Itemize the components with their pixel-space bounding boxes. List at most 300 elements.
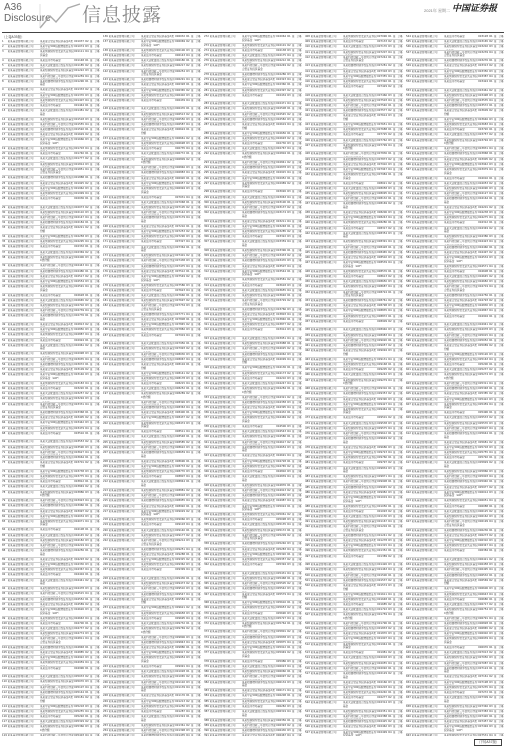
product-type: 公募 xyxy=(94,338,100,342)
row-number: 461 xyxy=(305,344,310,347)
product-type: 公募 xyxy=(195,304,201,308)
row-number: 313 xyxy=(204,278,209,282)
product-type: 公募 xyxy=(397,368,403,372)
risk-level: R3 xyxy=(85,725,89,729)
risk-level: R3 xyxy=(388,539,392,543)
product-code: 008104 xyxy=(175,362,186,366)
product-type: 公募 xyxy=(498,309,504,313)
row-number: 224 xyxy=(103,552,108,556)
status: 是 xyxy=(493,421,497,425)
row-number: 344 xyxy=(204,459,209,463)
risk-level: R3 xyxy=(388,211,392,215)
product-name: 某某科技创新三年封闭运作混 xyxy=(342,621,377,625)
risk-level: R3 xyxy=(186,587,190,591)
fund-manager: 某某基金管理有限公司 xyxy=(108,83,135,87)
product-code: 003479 xyxy=(74,426,85,430)
product-code: 004284 xyxy=(276,387,287,391)
row-number: 201 xyxy=(103,416,108,420)
product-type: 公募 xyxy=(195,93,201,97)
fund-manager: 某某基金管理有限公司 xyxy=(310,402,337,406)
row-number: 446 xyxy=(305,255,310,259)
product-type: 公募 xyxy=(397,274,403,278)
status: 是 xyxy=(493,285,497,289)
product-code: 008280 xyxy=(377,221,388,225)
product-code: 008539 xyxy=(377,261,388,265)
product-type: 公募 xyxy=(296,240,302,244)
product-type: 公募 xyxy=(296,357,302,361)
status: 是 xyxy=(89,103,93,107)
row-number: 619 xyxy=(406,475,411,479)
row-number: 428 xyxy=(305,152,310,156)
product-code: 008169 xyxy=(377,202,388,206)
row-number: 250 xyxy=(103,704,108,708)
risk-level: R4 xyxy=(489,98,493,102)
product-name: 某某货币市场基金 xyxy=(342,696,364,700)
status: 是 xyxy=(89,426,93,430)
row-number: 198 xyxy=(103,400,108,404)
product-code: 005616 xyxy=(276,601,287,605)
product-code: 006883 xyxy=(175,171,186,175)
status: 是 xyxy=(493,74,497,78)
product-code: 009177 xyxy=(175,533,186,537)
product-name: 某某灵活配置混合型证券投资 xyxy=(342,373,377,377)
product-name: 某某中证500指数增强型证券 xyxy=(241,411,276,415)
product-code: 002092 xyxy=(377,666,388,670)
product-type: 公募 xyxy=(195,269,201,273)
product-type: 公募 xyxy=(498,186,504,190)
risk-level: R4 xyxy=(186,734,190,736)
risk-level: R4 xyxy=(186,216,190,220)
fund-manager: 某某基金管理有限公司 xyxy=(108,362,135,366)
status: 是 xyxy=(291,675,295,679)
status: 是 xyxy=(392,416,396,420)
row-number: 462 xyxy=(305,349,310,353)
status: 是 xyxy=(392,549,396,553)
row-number: 53 xyxy=(2,343,6,347)
fund-manager: 某某基金管理有限公司 xyxy=(310,45,337,49)
status: 是 xyxy=(89,568,93,572)
status: 是 xyxy=(291,171,295,175)
risk-level: R2 xyxy=(186,488,190,492)
risk-level: R4 xyxy=(85,426,89,430)
product-type: 公募 xyxy=(94,298,100,302)
fund-manager: 某某基金管理有限公司 xyxy=(411,221,438,225)
fund-manager: 某某基金管理有限公司 xyxy=(310,290,337,294)
risk-level: R2 xyxy=(287,323,291,327)
risk-level: R2 xyxy=(287,181,291,185)
fund-manager: 某某基金管理有限公司 xyxy=(310,98,337,102)
table-row xyxy=(406,373,504,382)
product-type: 公募 xyxy=(195,621,201,625)
product-code: 001056 xyxy=(377,504,388,508)
product-code: 006143 xyxy=(175,53,186,57)
fund-manager: 某某基金管理有限公司 xyxy=(7,74,34,78)
product-type: 公募 xyxy=(498,344,504,347)
table-row xyxy=(2,696,100,705)
risk-level: R3 xyxy=(85,69,89,73)
product-code: 008650 xyxy=(377,280,388,284)
row-number: 328 xyxy=(204,366,209,370)
table-row xyxy=(406,80,504,89)
product-name: 某某稳健增利债券型证券投资 xyxy=(342,109,377,113)
product-code: 009094 xyxy=(377,349,388,353)
row-number: 178 xyxy=(103,283,108,287)
status: 是 xyxy=(190,392,194,396)
fund-manager: 某某基金管理有限公司 xyxy=(209,171,236,175)
row-number: 511 xyxy=(305,637,310,641)
status: 是 xyxy=(89,304,93,308)
table-row xyxy=(305,437,403,446)
row-number: 468 xyxy=(305,387,310,391)
fund-manager: 某某基金管理有限公司 xyxy=(209,718,236,722)
product-name: 某某纯债债券型发起式证券投 xyxy=(39,191,74,195)
product-code: 003442 xyxy=(74,421,85,425)
risk-level: R2 xyxy=(388,157,392,161)
risk-level: R2 xyxy=(85,250,89,254)
status: 是 xyxy=(291,240,295,244)
product-type: 公募 xyxy=(397,362,403,366)
product-type: 公募 xyxy=(195,136,201,140)
status: 是 xyxy=(493,416,497,420)
product-name: 某某科技创新三年封闭运作混 xyxy=(241,112,276,116)
status: 是 xyxy=(291,147,295,151)
product-name: 某某稳健增利债券型证券投资基金 xyxy=(39,549,74,556)
product-name: 某某科技创新三年封闭运作混合型证券投资基金 xyxy=(39,637,74,644)
product-code: 003701 xyxy=(74,461,85,465)
product-type: 公募 xyxy=(296,459,302,463)
product-name: 某某纯债债券型发起式证券投 xyxy=(140,469,175,473)
risk-level: R3 xyxy=(388,328,392,332)
product-code: 005348 xyxy=(478,387,489,391)
risk-level: R3 xyxy=(85,704,89,708)
product-type: 公募 xyxy=(195,469,201,473)
product-name: 某某稳健增利债券型证券投资 xyxy=(140,640,175,644)
product-type: 公募 xyxy=(296,400,302,404)
product-code: 007244 xyxy=(377,55,388,59)
row-number: 466 xyxy=(305,373,310,377)
fund-manager: 某某基金管理有限公司 xyxy=(7,695,34,699)
row-number: 524 xyxy=(305,715,310,719)
product-code: 003405 xyxy=(74,416,85,420)
fund-manager: 某某基金管理有限公司 xyxy=(209,558,236,561)
risk-level: R3 xyxy=(388,349,392,353)
product-name: 某某纯债债券型发起式证券投 xyxy=(342,456,377,460)
product-type: 公募 xyxy=(296,704,302,708)
product-name: 某某短债债券型证券投资基金C类份额 xyxy=(241,621,276,629)
fund-manager: 某某基金管理有限公司 xyxy=(310,245,337,249)
product-type: 公募 xyxy=(94,250,100,254)
status: 是 xyxy=(291,269,295,273)
row-number: 513 xyxy=(305,651,310,655)
status: 是 xyxy=(291,166,295,170)
product-name: 某某短债债券型证券投资基金 xyxy=(241,670,276,674)
risk-level: R2 xyxy=(85,533,89,537)
product-code: 007327 xyxy=(175,240,186,244)
product-code: 003100 xyxy=(276,200,287,204)
product-name: 某某纯债债券型发起式证券投 xyxy=(39,426,74,430)
product-name: 某某灵活配置混合型证券投资基金 xyxy=(443,461,478,468)
product-code: 007096 xyxy=(377,35,388,38)
status: 是 xyxy=(89,181,93,185)
status: 是 xyxy=(89,474,93,478)
product-type: 公募 xyxy=(397,495,403,499)
row-number: 503 xyxy=(305,592,310,596)
product-name: 某某混合型证券投资基金A类 xyxy=(443,392,477,396)
product-code: 004811 xyxy=(74,637,85,641)
product-type: 公募 xyxy=(94,421,100,425)
risk-level: R1 xyxy=(287,483,291,487)
product-code: 006430 xyxy=(276,728,287,732)
fund-manager: 某某基金管理有限公司 xyxy=(209,264,236,268)
product-type: 公募 xyxy=(397,466,403,470)
product-code: 009686 xyxy=(377,445,388,449)
fund-manager: 某某基金管理有限公司 xyxy=(108,328,135,332)
fund-manager: 某某基金管理有限公司 xyxy=(108,704,135,708)
fund-manager: 某某基金管理有限公司 xyxy=(209,259,236,263)
product-name: 某某纯债债券型发起式证券投资基金 xyxy=(140,421,175,429)
status: 是 xyxy=(392,627,396,631)
product-type: 公募 xyxy=(296,582,302,586)
product-type: 公募 xyxy=(195,416,201,420)
product-name: 某某短债债券型证券投资基金 xyxy=(140,488,175,492)
product-name: 某某稳健增利债券型证券投资基金 xyxy=(140,451,175,458)
product-code: 003165 xyxy=(478,40,489,44)
product-type: 公募 xyxy=(296,211,302,215)
status: 是 xyxy=(89,50,93,54)
product-name: 某某货币市场基金 xyxy=(342,85,364,89)
product-type: 公募 xyxy=(397,490,403,494)
risk-level: R2 xyxy=(186,509,190,513)
product-type: 公募 xyxy=(296,269,302,273)
product-code: 003498 xyxy=(478,93,489,97)
product-type: 公募 xyxy=(195,592,201,596)
fund-manager: 某某基金管理有限公司 xyxy=(310,432,337,436)
product-code: 003868 xyxy=(478,152,489,156)
risk-level: R3 xyxy=(489,69,493,73)
product-name: 某某混合型证券投资基金A类 xyxy=(342,69,376,73)
row-number: 557 xyxy=(406,109,411,113)
status: 是 xyxy=(89,58,93,62)
product-code: 007216 xyxy=(175,224,186,228)
status: 是 xyxy=(291,680,295,684)
product-code: 001666 xyxy=(74,138,85,142)
row-number: 165 xyxy=(103,205,108,209)
newspaper-masthead: 中国证券报 xyxy=(452,4,498,14)
product-code: 001250 xyxy=(175,704,186,708)
fund-manager: 某某基金管理有限公司 xyxy=(209,299,236,303)
status: 是 xyxy=(190,494,194,498)
status: 是 xyxy=(190,558,194,561)
product-type: 公募 xyxy=(94,645,100,649)
product-code: 004765 xyxy=(276,464,287,468)
product-type: 公募 xyxy=(498,104,504,108)
row-number: 175 xyxy=(103,264,108,268)
product-name: 某某混合型证券投资基金A类份额 xyxy=(241,123,275,130)
status: 是 xyxy=(493,392,497,396)
product-type: 公募 xyxy=(195,83,201,87)
fund-manager: 某某基金管理有限公司 xyxy=(209,78,236,82)
product-code: 003137 xyxy=(276,205,287,209)
product-name: 某某灵活配置混合型证券投资 xyxy=(342,93,377,97)
fund-manager: 某某基金管理有限公司 xyxy=(310,192,337,196)
product-name: 某某灵活配置混合型证券投资 xyxy=(39,157,74,161)
row-number: 99 xyxy=(2,616,6,620)
fund-manager: 某某基金管理有限公司 xyxy=(310,520,337,524)
fund-manager: 某某基金管理有限公司 xyxy=(310,549,337,553)
product-name: 某某中证500指数增强型证券 xyxy=(443,211,478,215)
row-number: 280 xyxy=(204,83,209,87)
product-type: 公募 xyxy=(397,583,403,587)
product-code: 003331 xyxy=(74,402,85,406)
product-name: 某某纯债债券型发起式证券投 xyxy=(443,309,478,313)
risk-level: R2 xyxy=(85,40,89,43)
row-number: 150 xyxy=(103,117,108,121)
product-code: 008465 xyxy=(377,250,388,254)
risk-level: R2 xyxy=(388,368,392,372)
fund-manager: 某某基金管理有限公司 xyxy=(209,459,236,463)
product-code: 004164 xyxy=(478,197,489,201)
row-number: 31 xyxy=(2,216,6,220)
fund-manager: 某某基金管理有限公司 xyxy=(7,50,34,54)
risk-level: R2 xyxy=(287,558,291,561)
product-code: 006957 xyxy=(175,181,186,185)
risk-level: R2 xyxy=(489,368,493,372)
product-type: 公募 xyxy=(94,98,100,102)
fund-manager: 某某基金管理有限公司 xyxy=(7,469,34,473)
row-number: 23 xyxy=(2,167,6,171)
product-name: 某某中证500指数增强型证券 xyxy=(443,397,478,401)
fund-manager: 某某基金管理有限公司 xyxy=(108,240,135,244)
status: 是 xyxy=(190,211,194,215)
product-code: 001611 xyxy=(377,592,388,596)
product-code: 009547 xyxy=(175,592,186,596)
product-name: 某某短债债券型证券投资基金 xyxy=(342,426,377,430)
row-number: 43 xyxy=(2,285,6,289)
fund-manager: 某某基金管理有限公司 xyxy=(209,307,236,311)
product-code: 008909 xyxy=(377,319,388,323)
fund-manager: 某某基金管理有限公司 xyxy=(209,563,236,567)
status: 是 xyxy=(493,344,497,347)
row-number: 448 xyxy=(305,269,310,273)
product-name: 某某中证500指数增强型证券 xyxy=(140,230,175,234)
product-type: 公募 xyxy=(397,656,403,660)
product-type: 公募 xyxy=(397,192,403,196)
row-number: 275 xyxy=(204,53,209,57)
risk-level: R4 xyxy=(186,499,190,503)
row-number: 106 xyxy=(2,656,7,660)
product-name: 某某稳健增利债券型证券投资基金 xyxy=(241,211,276,218)
product-type: 公募 xyxy=(195,288,201,292)
status: 是 xyxy=(190,35,194,38)
row-number: 140 xyxy=(103,59,108,63)
product-type: 公募 xyxy=(94,637,100,641)
product-type: 公募 xyxy=(195,451,201,454)
status: 是 xyxy=(392,255,396,259)
risk-level: R1 xyxy=(287,293,291,297)
product-code: 005986 xyxy=(276,659,287,663)
row-number: 562 xyxy=(406,138,411,142)
status: 是 xyxy=(493,485,497,489)
fund-manager: 某某基金管理有限公司 xyxy=(209,640,236,644)
status: 是 xyxy=(291,43,295,47)
fund-manager: 某某基金管理有限公司 xyxy=(209,576,236,580)
product-code: 002989 xyxy=(276,181,287,185)
product-code: 009242 xyxy=(377,373,388,377)
risk-level: R3 xyxy=(489,490,493,494)
risk-level: R2 xyxy=(85,578,89,582)
product-code: 006023 xyxy=(276,665,287,668)
status: 是 xyxy=(190,635,194,639)
product-name: 某某灵活配置混合型证券投资 xyxy=(39,675,74,679)
product-type: 公募 xyxy=(296,59,302,63)
fund-manager: 某某基金管理有限公司 xyxy=(310,240,337,244)
product-name: 某某混合型证券投资基金A类 xyxy=(342,255,376,259)
product-name: 某某货币市场基金 xyxy=(241,659,263,663)
status: 是 xyxy=(493,138,497,142)
row-number: 477 xyxy=(305,437,310,441)
product-code: 008437 xyxy=(175,416,186,420)
row-number: 44 xyxy=(2,293,6,297)
product-code: 008881 xyxy=(175,488,186,492)
risk-level: R2 xyxy=(186,347,190,351)
risk-level: R3 xyxy=(85,304,89,308)
product-name: 某某稳健增利债券型证券投资 xyxy=(140,547,175,551)
product-type: 公募 xyxy=(296,381,302,385)
product-type: 公募 xyxy=(397,578,403,582)
row-number: 479 xyxy=(305,451,310,454)
table-row xyxy=(305,320,403,329)
risk-level: R1 xyxy=(388,666,392,670)
product-code: 001518 xyxy=(74,117,85,121)
fund-manager: 某某基金管理有限公司 xyxy=(7,480,34,484)
row-number: 546 xyxy=(406,45,411,49)
fund-manager: 某某基金管理有限公司 xyxy=(209,59,236,63)
status: 是 xyxy=(190,293,194,297)
risk-level: R4 xyxy=(388,74,392,78)
product-code: 009066 xyxy=(175,518,186,522)
risk-level: R3 xyxy=(388,466,392,470)
row-number: 365 xyxy=(204,582,209,586)
risk-level: R3 xyxy=(287,518,291,522)
product-code: 009316 xyxy=(377,387,388,391)
product-code: 009760 xyxy=(377,456,388,460)
product-type: 公募 xyxy=(94,285,100,289)
product-type: 公募 xyxy=(296,651,302,655)
risk-level: R4 xyxy=(85,733,89,736)
product-type: 公募 xyxy=(94,274,100,278)
status: 是 xyxy=(89,235,93,239)
risk-level: R2 xyxy=(287,112,291,116)
product-code: 009399 xyxy=(175,568,186,572)
fund-manager: 某某基金管理有限公司 xyxy=(7,557,34,561)
product-type: 公募 xyxy=(94,499,100,503)
row-number: 447 xyxy=(305,261,310,265)
fund-manager: 某某基金管理有限公司 xyxy=(209,72,236,76)
status: 是 xyxy=(392,539,396,543)
product-type: 公募 xyxy=(498,50,504,54)
risk-level: R4 xyxy=(489,167,493,171)
fund-manager: 某某基金管理有限公司 xyxy=(209,107,236,111)
product-name: 某某货币市场基金 xyxy=(39,431,61,435)
product-name: 某某科技创新三年封闭运作混 xyxy=(241,675,276,679)
product-type: 公募 xyxy=(94,725,100,729)
risk-level: R1 xyxy=(489,387,493,391)
risk-level: R2 xyxy=(85,485,89,489)
product-type: 公募 xyxy=(195,709,201,713)
status: 是 xyxy=(291,640,295,644)
product-type: 公募 xyxy=(397,85,403,89)
risk-level: R4 xyxy=(388,661,392,665)
